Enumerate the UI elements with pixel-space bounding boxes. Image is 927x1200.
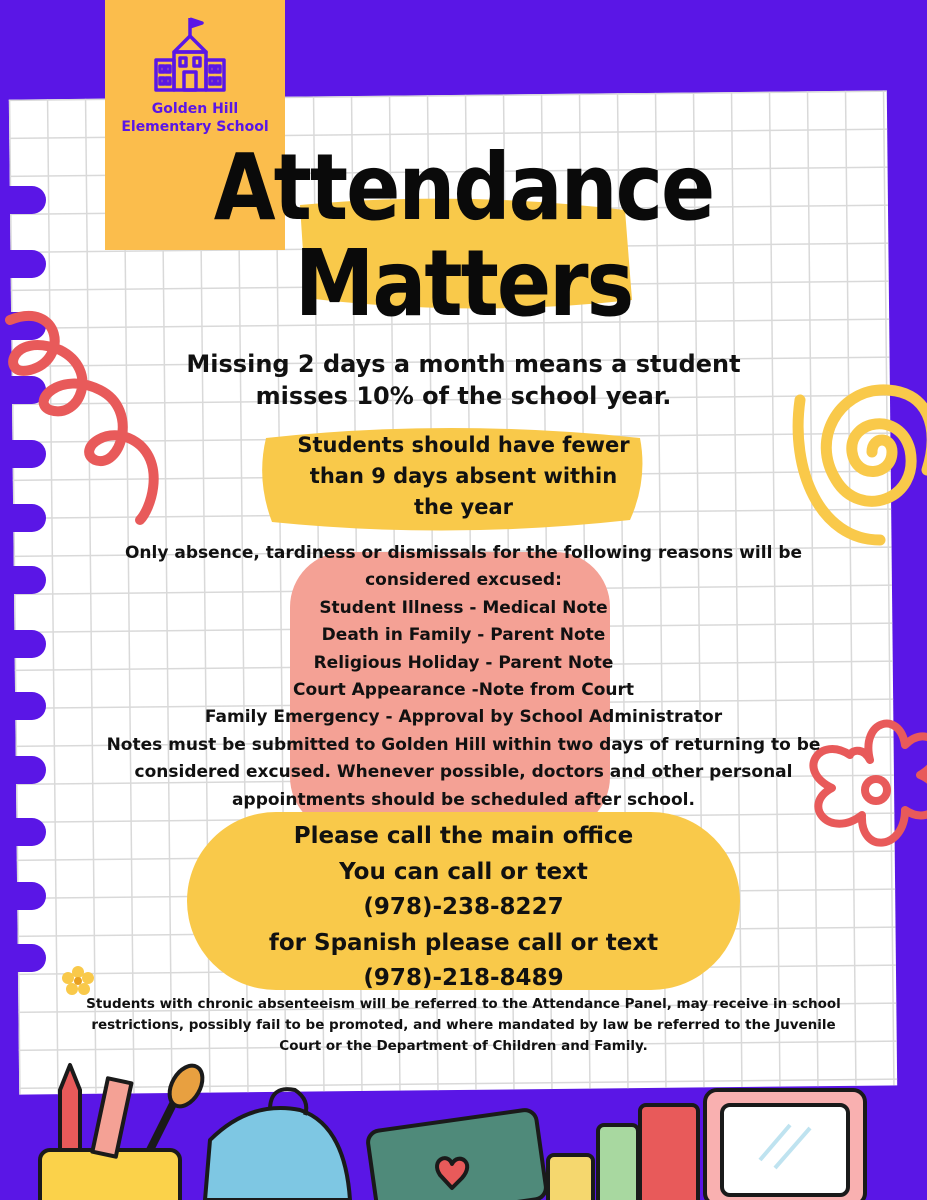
reason-item: Family Emergency - Approval by School Administrator [204,707,723,728]
notice-line: Students with chronic absenteeism will be referred to the Attendance Panel, may receive in school [86,996,841,1012]
school-name-line: Elementary School [121,119,269,135]
contact-section [0,819,927,997]
notes-line: considered excused. Whenever possible, doctors and other personal [134,762,793,783]
absence-limit-callout [0,430,927,523]
main-phone-number: (978)-238-8227 [363,894,564,920]
title-line: Attendance [213,133,714,241]
chronic-absenteeism-notice [0,994,927,1057]
backpack [205,1108,350,1200]
spanish-phone-number: (978)-218-8489 [363,965,564,991]
contact-line: Please call the main office [293,823,634,849]
pencil [60,1065,80,1150]
book-stack [640,1105,698,1200]
excused-intro-line: considered excused: [365,570,562,591]
school-supplies-illustration [40,1060,865,1200]
callout-line: Students should have fewer [297,433,630,457]
ruler [92,1078,131,1156]
intro-statement [0,348,927,412]
notice-line: restrictions, possibly fail to be promoted, and where mandated by law be referred to the Juvenile [91,1017,836,1033]
reason-item: Court Appearance -Note from Court [292,680,635,701]
notes-line: appointments should be scheduled after school. [232,789,695,810]
contact-line: for Spanish please call or text [268,929,659,956]
title-line: Matters [294,229,633,337]
intro-line: misses 10% of the school year. [255,382,672,410]
reason-item: Death in Family - Parent Note [321,625,606,646]
school-name [105,100,285,136]
school-building-icon [150,14,230,94]
excused-reasons-section [0,540,927,814]
reason-item: Religious Holiday - Parent Note [313,652,614,673]
excused-intro-line: Only absence, tardiness or dismissals for the following reasons will be [124,543,803,563]
laptop-screen [722,1105,848,1195]
reason-item: Student Illness - Medical Note [319,597,608,618]
glue-stick [548,1155,593,1200]
notice-line: Court or the Department of Children and Family. [279,1038,648,1054]
callout-line: the year [413,495,513,519]
contact-line: You can call or text [339,858,588,885]
marker-green [598,1125,638,1200]
callout-line: than 9 days absent within [309,464,618,488]
pencil-cup [40,1150,180,1200]
notebook [367,1109,548,1200]
school-name-line: Golden Hill [151,101,239,117]
paintbrush [150,1100,175,1150]
notes-line: Notes must be submitted to Golden Hill within two days of returning to be [106,734,821,755]
intro-line: Missing 2 days a month means a student [186,350,741,378]
